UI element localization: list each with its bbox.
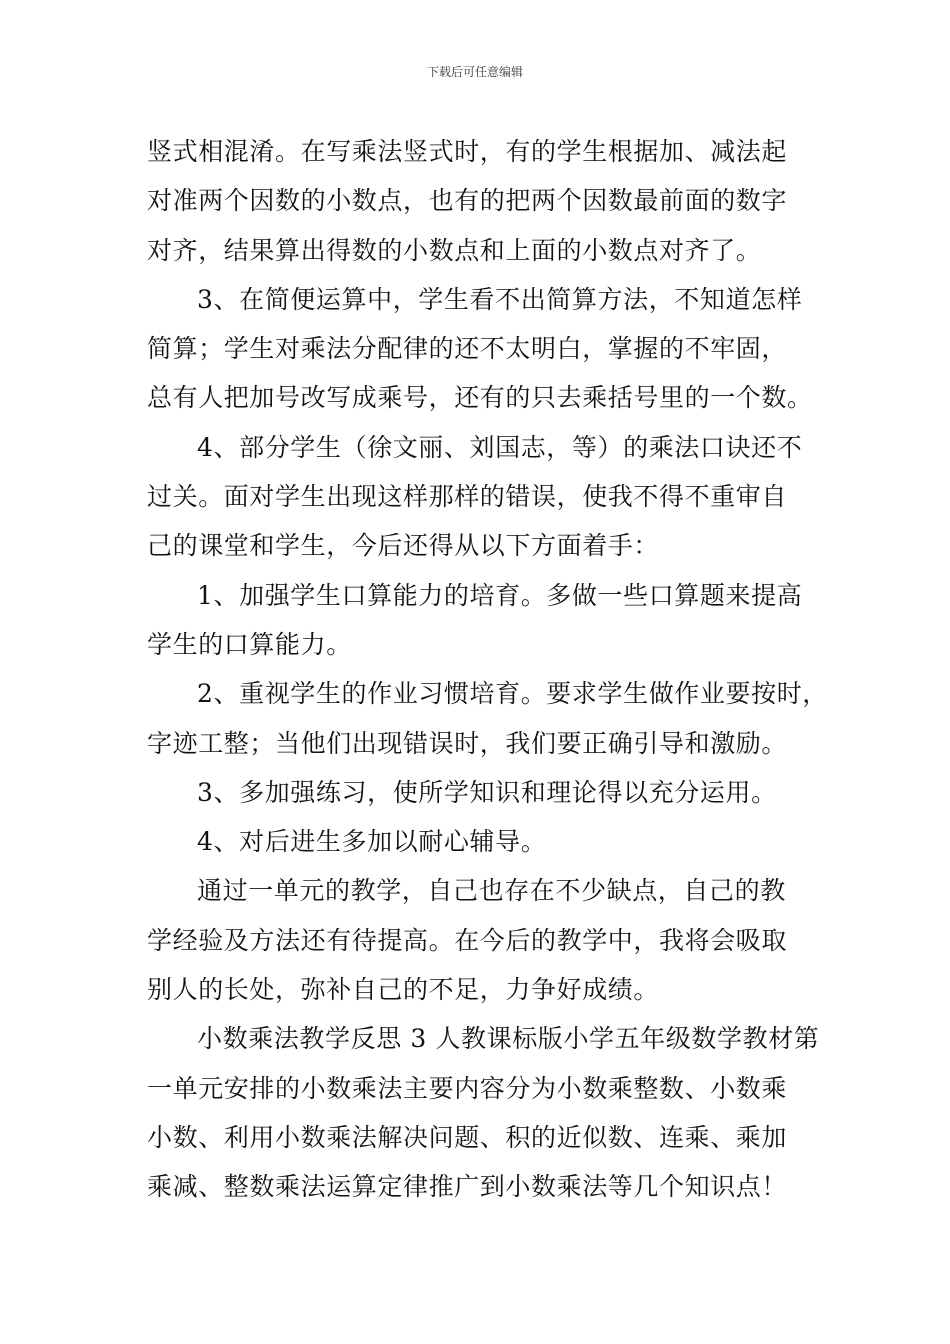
text-line: 己的课堂和学生，今后还得从以下方面着手： [147,531,660,561]
text-line: 简算；学生对乘法分配律的还不太明白，掌握的不牢固， [147,334,788,364]
text-line: 对准两个因数的小数点，也有的把两个因数最前面的数字 [147,186,788,216]
text-line: 乘减、整数乘法运算定律推广到小数乘法等几个知识点！ [147,1172,788,1202]
text-line: 4、对后进生多加以耐心辅导。 [197,827,547,857]
document-body [147,127,827,1212]
text-line: 4、部分学生（徐文丽、刘国志，等）的乘法口诀还不 [197,432,803,462]
text-line: 3、在简便运算中，学生看不出简算方法，不知道怎样 [197,284,803,314]
text-line: 字迹工整；当他们出现错误时，我们要正确引导和激励。 [147,728,788,758]
text-line: 对齐，结果算出得数的小数点和上面的小数点对齐了。 [147,235,762,265]
text-line: 通过一单元的教学，自己也存在不少缺点，自己的教 [197,876,786,906]
text-line: 总有人把加号改写成乘号，还有的只去乘括号里的一个数。 [147,383,813,413]
text-line: 别人的长处，弥补自己的不足，力争好成绩。 [147,975,660,1005]
text-line: 1、加强学生口算能力的培育。多做一些口算题来提高 [197,580,803,610]
text-line: 竖式相混淆。在写乘法竖式时，有的学生根据加、减法起 [147,137,788,166]
text-line: 学经验及方法还有待提高。在今后的教学中，我将会吸取 [147,925,788,955]
text-line: 2、重视学生的作业习惯培育。要求学生做作业要按时， [197,679,828,709]
text-line: 小数、利用小数乘法解决问题、积的近似数、连乘、乘加 [147,1122,788,1152]
text-line: 学生的口算能力。 [147,629,352,659]
text-line: 小数乘法教学反思 3 人教课标版小学五年级数学教材第 [197,1024,820,1054]
text-line: 3、多加强练习，使所学知识和理论得以充分运用。 [197,777,777,807]
text-line: 一单元安排的小数乘法主要内容分为小数乘整数、小数乘 [147,1073,788,1103]
text-line: 过关。面对学生出现这样那样的错误，使我不得不重审自 [147,482,788,512]
page-header: 下载后可任意编辑 [426,65,523,79]
